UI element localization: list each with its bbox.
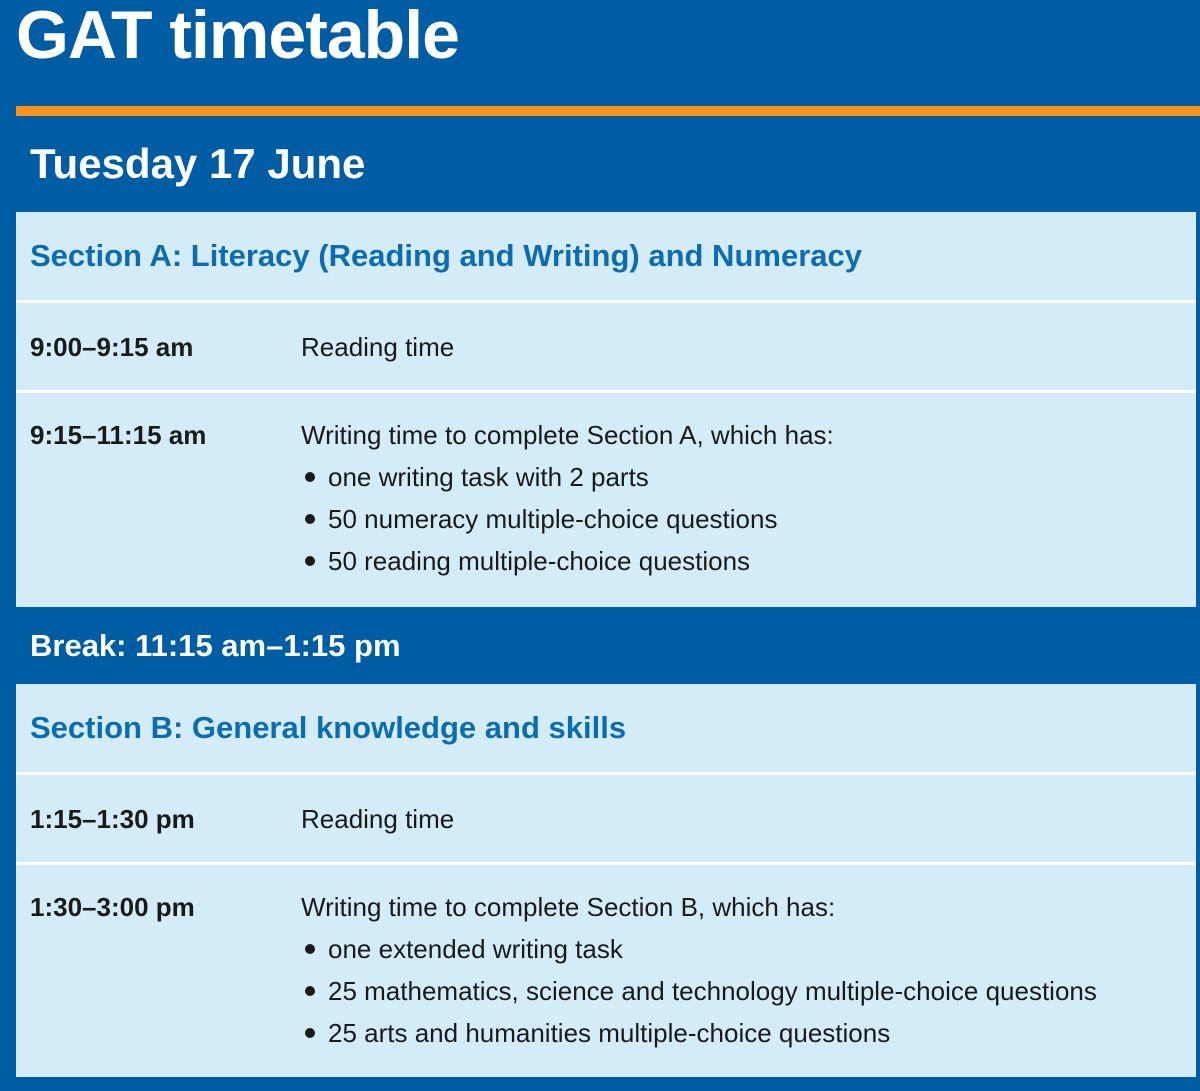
bullet-icon xyxy=(305,472,315,482)
row-description: Writing time to complete Section B, which has: xyxy=(301,892,836,922)
timetable-row xyxy=(16,303,1196,393)
row-description: Writing time to complete Section A, which has: xyxy=(301,420,834,450)
row-description: Reading time xyxy=(301,804,455,834)
bullet-icon xyxy=(305,986,315,996)
bullet-icon xyxy=(305,556,315,566)
bullet-text: one extended writing task xyxy=(328,934,623,964)
break-label: Break: 11:15 am–1:15 pm xyxy=(30,628,401,663)
section-a-heading: Section A: Literacy (Reading and Writing) and Numeracy xyxy=(16,212,1196,303)
bullet-text: 50 numeracy multiple-choice questions xyxy=(328,504,778,534)
section-b-panel xyxy=(16,684,1196,1077)
row-details xyxy=(301,415,834,582)
date-heading: Tuesday 17 June xyxy=(30,140,366,187)
row-time: 1:15–1:30 pm xyxy=(30,804,195,834)
row-details xyxy=(301,887,1097,1054)
bullet-icon xyxy=(305,1028,315,1038)
accent-rule xyxy=(16,106,1200,116)
bullet-list xyxy=(301,928,1097,1054)
bullet-text: 25 mathematics, science and technology multiple-choice questions xyxy=(328,976,1097,1006)
bullet-item xyxy=(301,540,834,582)
row-time: 9:00–9:15 am xyxy=(30,332,194,362)
bullet-item xyxy=(301,970,1097,1012)
bullet-list xyxy=(301,456,834,582)
row-description: Reading time xyxy=(301,332,455,362)
bullet-item xyxy=(301,928,1097,970)
page-title: GAT timetable xyxy=(16,0,459,73)
row-time: 1:30–3:00 pm xyxy=(30,892,195,922)
bullet-item xyxy=(301,1012,1097,1054)
bullet-icon xyxy=(305,944,315,954)
section-b-heading: Section B: General knowledge and skills xyxy=(16,684,1196,775)
row-time: 9:15–11:15 am xyxy=(30,420,207,450)
bullet-text: one writing task with 2 parts xyxy=(328,462,649,492)
bullet-item xyxy=(301,456,834,498)
bullet-text: 50 reading multiple-choice questions xyxy=(328,546,751,576)
section-a-panel xyxy=(16,212,1196,607)
bullet-text: 25 arts and humanities multiple-choice questions xyxy=(328,1018,891,1048)
bullet-icon xyxy=(305,514,315,524)
bullet-item xyxy=(301,498,834,540)
timetable-row xyxy=(16,775,1196,865)
